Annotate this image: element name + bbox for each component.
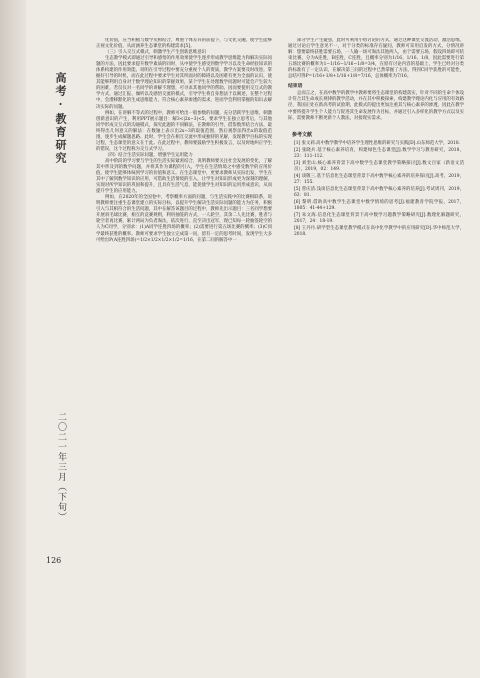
reference-item: [8] 王丹丹.研学型生态课堂教学模式在高中化学教学中的应用研究[D].华中师范大学，2018. bbox=[294, 226, 464, 238]
issue-date: 二〇二一年三月（下旬） bbox=[56, 412, 66, 522]
paragraph: 例如，在2020年的全国卷中，考察概率方面的问题，与生活实践中的比赛相联系，说明教师要注重生态课堂建立的实际目标，以提升学生解决生活实际问题的能力为任务，积极引入与其相符合的生活问题，其中在解答该题目的过程中，教师先出示题目：三名同学想要开展羽毛球比赛，相互的竞赛规则，利用抽签的方式，一人轮空，其余二人先比赛，胜者与轮空者再比赛，累计两局为负者淘汰，依次进行，直至决出冠军，现已知每一轮抽签轮空的人为C同学，分别求：(1)A同学连胜四场的概率；(2)需要进行第五场比赛的概率；(3)C同学最终获胜的概率。教师可要求学生独立完成第一问，留有一定的思考时间，发现学生大多可给出P(A连胜四场)=1/2×1/2×1/2×1/2=1/16，在第二问的解答中一 bbox=[96, 195, 272, 243]
section-heading: 结束语 bbox=[288, 83, 303, 90]
references-heading: 参考文献 bbox=[292, 131, 313, 138]
page-binding-shadow bbox=[0, 0, 26, 678]
paragraph: （四）结合生活实际问题，增强学生运用能力 bbox=[105, 152, 193, 158]
paragraph: 高中阶段的学习要与学生的生活实际紧密结合，说明教师要关注社会发展的变化，了解其中涉及到的数学问题，并将其作为课程的引入，学生在生活情境之中感受数学的应用价值，使学生能够体味到学习的价值和意义。在生态课堂中，更要求教师从实际出发，学生在其中了解到数学知识的应用，可借助生活情境的引入，让学生对知识形成更为深刻的理解，实现对所学知识的巩固和提升，且具有生活气息，能促使学生对知识的运用形成意识，从而提升学生的应用能力。 bbox=[96, 158, 272, 195]
paragraph: 部分学生产生疑惑，此时可利用小组讨论的方式，通过这种课堂交流活动，激活思维。通过讨论后学生意见不一，对于分类的标准存在疑问，教师可采用启发的方式，分情况讲解：想要最终获胜需要五场，一人输一场可淘汰其他两人，由于需要五场，假设四场即可结束比赛，分为A连胜，B连胜，C连胜，且概率分别为1/16、1/16、1/8，因此需要进行第五场比赛的概率为1−1/16−1/16−1/8=3/4，在原有讨论内容的基础上，学生已经对分类的标准有了一定认识，在解决第三问的过程中已然掌握了方法，得到C同学获胜的可能性，总结可得P=1/16+1/8+1/16+1/8=7/16，总体概率为7/16。 bbox=[288, 38, 464, 80]
paragraph: （三）引入交互式模式，刺激学生产生创新思维意识 bbox=[105, 50, 206, 56]
reference-item: [1] 张文莉.高中数学教学中培养学生理性思维的研究与实践[D].山东师范大学，2018. bbox=[294, 140, 461, 146]
reference-item: [3] 刘奎山.核心素养背景下高中数学生态课堂教学策略探讨[J].数文百家（新语文活页），2019，02：149. bbox=[294, 160, 464, 172]
reference-item: [2] 张晓兵.基于核心素养培育，构建绿色生态课堂[J].数学学习与教育研究，2018，23：111-112. bbox=[294, 147, 464, 159]
left-column bbox=[96, 38, 272, 638]
paragraph: 生态教学模式即通过引导和感悟的作用效果使学生逐步形成教学思维能力和解决实际问题的方法，因此要求提升数学素质的同时，从中使学生感受到数学学习以及生命经验知识的体系构建的作用效能。说明在引导过程中要充分重视个人的资质，教学方案要及时改进，掌握好引导的时机，而在此过程中要求学生对其所面对的障碍以及困难有更为全面的认识，使其能够利用自身对于数学理论知识的掌握效果，某个学生在处理数学问题时可能会产生较大的困难，若仅仅对一名同学的讲解不理想，可寻求其他同学的帮助。因而要使用交互式的教学方式，通过汇报、倾听以及感悟交流的模式，引导学生将自身想法于以阐述，在整个过程中，会潜移默化的生成思维能力，符合核心素养渗透的需求，进而学会利用掌握的知识去解决实际的问题。 bbox=[96, 56, 272, 110]
journal-name: 高考·教育研究 bbox=[54, 72, 67, 165]
paragraph: 总而言之，在高中数学的教学中教师要将生态课堂的构建落实，针对不同的生命个体设计符合其生命成长规律的教学活动，并在其中积极探索，构建教学理论内化与应用的有效路径，我国正处在新高考的试验期，此模式的提出更加注重其与核心素养的渗透，因此在教学中要将提升学生个人能力与促进其生命发展作为目标，并通过引入多样化的教学方式以及实际，需要教师不断更新个人教法，对接现实需求。 bbox=[288, 91, 464, 121]
right-column bbox=[288, 38, 464, 508]
reference-item: [7] 朱文海.信息化生态课堂背景下高中数学习题教学策略研究[J].数理化解题研究，2017，24：18-19. bbox=[294, 213, 464, 225]
reference-item: [4] 谈敬三.基于信息化生态课堂背景下高中数学核心素养的培养探讨[J].高考，2019，27：155. bbox=[294, 173, 464, 185]
reference-item: [6] 黎明.借助高中数学生态课堂中数学情境的思考[J].福建教育学院学报，2017，1805：41-44+129. bbox=[294, 200, 464, 212]
reference-item: [5] 曾庆清.浅谈信息化生态课堂背景下高中数学核心素养的培养[J].考试周刊，2019，63：81. bbox=[294, 186, 464, 199]
page-number: 126 bbox=[46, 556, 62, 565]
paragraph: 化价值，应当积极与数学史相结合，尊重个体差异的前提下，与文化交融，使学生能够正视文化价值，从而涵养生态课堂的构建需求[5]。 bbox=[96, 38, 272, 50]
paragraph: 例如，在讲解不等式的过程中，教师可给出一般参数的问题，充分活跃学生思维，刺激创新意识的产生，利用PPT展示题目：解3<|2x−3|<5，要求学生在独立思考后，与其他同学形成交互式的沟通模式，探究此题的不同解法，在教师的引导，借鉴数形结合方法，最终得出几何意义的解法：在数轴上表示出2x−3的取值范围，然后观察法得出x的取值范围，逐步生成解题思路。此时，学生会在相互交流中形成独特的见解，发现教学目标的实现过程，生态课堂的意义在于此。在此过程中，教师要鼓励学生积极发言，以及时地纠正学生的错误，这个过程称为交互式学习。 bbox=[96, 110, 272, 152]
